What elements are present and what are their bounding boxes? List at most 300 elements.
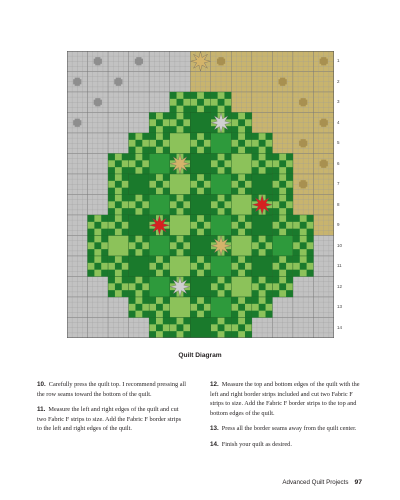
checker-square bbox=[211, 154, 218, 161]
checker-square bbox=[135, 242, 142, 249]
checker-square bbox=[238, 119, 245, 126]
checker-square bbox=[259, 160, 266, 167]
step-number: 13. bbox=[210, 425, 219, 432]
checker-square bbox=[142, 167, 149, 174]
solid-tree-block bbox=[211, 297, 232, 318]
checker-square bbox=[101, 236, 108, 243]
step-11 bbox=[37, 405, 187, 434]
checker-square bbox=[177, 324, 184, 331]
checker-square bbox=[190, 92, 197, 99]
checker-square bbox=[163, 147, 170, 154]
checker-square bbox=[149, 270, 156, 277]
checker-square bbox=[149, 311, 156, 318]
checker-square bbox=[88, 249, 95, 256]
checker-square bbox=[231, 311, 238, 318]
checker-square bbox=[163, 256, 170, 263]
step-text: Finish your quilt as desired. bbox=[221, 440, 292, 448]
checker-square bbox=[293, 215, 300, 222]
checker-square bbox=[286, 208, 293, 215]
checker-square bbox=[108, 188, 115, 195]
checker-square bbox=[129, 154, 136, 161]
checker-square bbox=[272, 215, 279, 222]
checker-square bbox=[108, 195, 115, 202]
checker-square bbox=[266, 297, 273, 304]
checker-square bbox=[231, 256, 238, 263]
checker-square bbox=[272, 256, 279, 263]
checker-square bbox=[88, 270, 95, 277]
checker-square bbox=[245, 318, 252, 325]
solid-tree-block bbox=[190, 113, 211, 134]
checker-square bbox=[259, 140, 266, 147]
checker-square bbox=[245, 270, 252, 277]
checker-square bbox=[238, 324, 245, 331]
solid-tree-block bbox=[129, 256, 150, 277]
row-number: 7 bbox=[337, 181, 340, 187]
checker-square bbox=[224, 277, 231, 284]
checker-square bbox=[272, 188, 279, 195]
checker-square bbox=[115, 222, 122, 229]
checker-square bbox=[163, 297, 170, 304]
checker-square bbox=[122, 256, 129, 263]
checker-square bbox=[183, 318, 190, 325]
checker-square bbox=[245, 133, 252, 140]
checker-square bbox=[163, 126, 170, 133]
background-cross-mark bbox=[73, 79, 81, 84]
step-text: Carefully press the quilt top. I recommend pressing all the row seams toward the bottom of the quilt. bbox=[37, 381, 187, 398]
checker-square bbox=[190, 215, 197, 222]
checker-square bbox=[245, 113, 252, 120]
checker-square bbox=[108, 208, 115, 215]
checker-square bbox=[231, 270, 238, 277]
checker-square bbox=[224, 208, 231, 215]
background-cross-mark bbox=[94, 59, 102, 64]
checker-square bbox=[252, 297, 259, 304]
silver-star-icon-shape bbox=[170, 277, 190, 297]
solid-tree-block bbox=[252, 215, 273, 236]
red-star-icon bbox=[252, 195, 272, 215]
checker-square bbox=[94, 263, 101, 270]
checker-square bbox=[272, 290, 279, 297]
checker-square bbox=[129, 195, 136, 202]
checker-square bbox=[149, 174, 156, 181]
checker-square bbox=[108, 277, 115, 284]
red-star-icon-shape bbox=[252, 195, 272, 215]
checker-square bbox=[286, 154, 293, 161]
silver-star-icon bbox=[170, 277, 190, 297]
checker-square bbox=[286, 188, 293, 195]
checker-square bbox=[272, 154, 279, 161]
footer-title: Advanced Quilt Projects bbox=[282, 479, 349, 486]
checker-square bbox=[197, 304, 204, 311]
checker-square bbox=[122, 290, 129, 297]
step-14 bbox=[210, 440, 360, 450]
checker-square bbox=[122, 188, 129, 195]
checker-square bbox=[163, 188, 170, 195]
checker-square bbox=[259, 304, 266, 311]
checker-square bbox=[307, 270, 314, 277]
checker-square bbox=[101, 229, 108, 236]
background-cross-mark bbox=[94, 100, 102, 105]
checker-square bbox=[231, 215, 238, 222]
checker-square bbox=[307, 256, 314, 263]
silver-star-icon bbox=[211, 113, 231, 133]
checker-square bbox=[115, 283, 122, 290]
checker-square bbox=[286, 215, 293, 222]
checker-square bbox=[190, 133, 197, 140]
checker-square bbox=[204, 215, 211, 222]
background-cross-mark bbox=[299, 100, 307, 105]
solid-tree-block bbox=[190, 154, 211, 175]
checker-square bbox=[170, 249, 177, 256]
quilt-diagram bbox=[67, 51, 334, 338]
checker-square bbox=[149, 331, 156, 338]
checker-square bbox=[224, 331, 231, 338]
checker-square bbox=[177, 99, 184, 106]
solid-tree-block bbox=[190, 236, 211, 257]
checker-square bbox=[252, 249, 259, 256]
checker-square bbox=[204, 229, 211, 236]
checker-square bbox=[307, 229, 314, 236]
checker-square bbox=[108, 256, 115, 263]
checker-square bbox=[183, 331, 190, 338]
checker-square bbox=[122, 174, 129, 181]
checker-square bbox=[170, 208, 177, 215]
checker-square bbox=[142, 208, 149, 215]
checker-square bbox=[129, 208, 136, 215]
solid-tree-block bbox=[211, 215, 232, 236]
checker-square bbox=[245, 126, 252, 133]
solid-tree-block bbox=[190, 195, 211, 216]
checker-square bbox=[252, 311, 259, 318]
checker-square bbox=[238, 222, 245, 229]
checker-square bbox=[163, 113, 170, 120]
checker-square bbox=[231, 126, 238, 133]
red-star-icon-shape bbox=[150, 215, 170, 235]
checker-square bbox=[149, 188, 156, 195]
row-number: 13 bbox=[337, 304, 343, 310]
solid-tree-block bbox=[190, 318, 211, 339]
gold-star-icon bbox=[211, 236, 231, 256]
checker-square bbox=[224, 195, 231, 202]
row-number: 4 bbox=[337, 119, 340, 125]
checker-square bbox=[272, 174, 279, 181]
checker-square bbox=[129, 297, 136, 304]
checker-square bbox=[238, 304, 245, 311]
checker-square bbox=[279, 222, 286, 229]
checker-square bbox=[211, 277, 218, 284]
checker-square bbox=[266, 147, 273, 154]
checker-square bbox=[231, 188, 238, 195]
checker-square bbox=[231, 229, 238, 236]
checker-square bbox=[204, 133, 211, 140]
checker-square bbox=[115, 181, 122, 188]
checker-square bbox=[149, 133, 156, 140]
checker-square bbox=[252, 277, 259, 284]
checker-square bbox=[224, 318, 231, 325]
solid-tree-block bbox=[170, 256, 191, 277]
step-10 bbox=[37, 380, 187, 399]
checker-square bbox=[135, 160, 142, 167]
background-cross-mark bbox=[135, 59, 143, 64]
background-cross-mark bbox=[114, 79, 122, 84]
step-number: 12. bbox=[210, 381, 219, 388]
solid-tree-block bbox=[231, 154, 252, 175]
checker-square bbox=[183, 126, 190, 133]
checker-square bbox=[170, 195, 177, 202]
checker-square bbox=[177, 201, 184, 208]
checker-square bbox=[163, 270, 170, 277]
checker-square bbox=[108, 174, 115, 181]
row-number: 2 bbox=[337, 78, 340, 84]
checker-square bbox=[293, 249, 300, 256]
checker-square bbox=[163, 331, 170, 338]
checker-square bbox=[135, 304, 142, 311]
checker-square bbox=[252, 167, 259, 174]
checker-square bbox=[245, 174, 252, 181]
checker-square bbox=[231, 318, 238, 325]
page-footer bbox=[282, 479, 362, 486]
checker-square bbox=[224, 290, 231, 297]
checker-square bbox=[122, 277, 129, 284]
checker-square bbox=[129, 147, 136, 154]
checker-square bbox=[101, 270, 108, 277]
row-number: 5 bbox=[337, 140, 340, 146]
solid-tree-block bbox=[231, 277, 252, 298]
checker-square bbox=[129, 167, 136, 174]
checker-square bbox=[252, 154, 259, 161]
checker-square bbox=[211, 331, 218, 338]
row-number: 12 bbox=[337, 283, 343, 289]
checker-square bbox=[142, 290, 149, 297]
checker-square bbox=[238, 140, 245, 147]
step-text: Measure the top and bottom edges of the quilt with the left and right border strips included and cut two Fabric F strips to size. Add the Fabric F border strips to the top and bottom edges of the quilt. bbox=[210, 381, 360, 417]
checker-square bbox=[204, 174, 211, 181]
checker-square bbox=[204, 92, 211, 99]
checker-square bbox=[238, 181, 245, 188]
step-text: Press all the border seams away from the quilt center. bbox=[221, 425, 357, 432]
checker-square bbox=[218, 324, 225, 331]
checker-square bbox=[88, 236, 95, 243]
checker-square bbox=[170, 92, 177, 99]
solid-tree-block bbox=[211, 256, 232, 277]
checker-square bbox=[272, 277, 279, 284]
solid-tree-block bbox=[129, 215, 150, 236]
solid-tree-block bbox=[231, 195, 252, 216]
checker-square bbox=[293, 229, 300, 236]
checker-square bbox=[156, 119, 163, 126]
checker-square bbox=[122, 270, 129, 277]
checker-square bbox=[149, 256, 156, 263]
gold-star-icon-shape bbox=[170, 154, 190, 174]
solid-tree-block bbox=[170, 133, 191, 154]
checker-square bbox=[183, 92, 190, 99]
checker-square bbox=[211, 290, 218, 297]
checker-square bbox=[88, 229, 95, 236]
checker-square bbox=[259, 242, 266, 249]
checker-square bbox=[177, 119, 184, 126]
solid-tree-block bbox=[108, 236, 129, 257]
checker-square bbox=[163, 174, 170, 181]
background-cross-mark bbox=[320, 120, 328, 125]
checker-square bbox=[293, 236, 300, 243]
row-number: 10 bbox=[337, 242, 343, 248]
checker-square bbox=[170, 236, 177, 243]
step-number: 10. bbox=[37, 381, 46, 388]
checker-square bbox=[307, 215, 314, 222]
checker-square bbox=[101, 249, 108, 256]
checker-square bbox=[170, 113, 177, 120]
checker-square bbox=[190, 311, 197, 318]
checker-square bbox=[231, 331, 238, 338]
checker-square bbox=[279, 160, 286, 167]
checker-square bbox=[142, 277, 149, 284]
quilt-diagram-svg bbox=[67, 51, 334, 338]
checker-square bbox=[94, 222, 101, 229]
checker-square bbox=[149, 113, 156, 120]
step-number: 11. bbox=[37, 406, 46, 413]
checker-square bbox=[218, 201, 225, 208]
checker-square bbox=[108, 215, 115, 222]
checker-square bbox=[197, 99, 204, 106]
solid-tree-block bbox=[272, 236, 293, 257]
checker-square bbox=[108, 154, 115, 161]
gold-star-icon-shape bbox=[211, 236, 231, 256]
checker-square bbox=[204, 106, 211, 113]
checker-square bbox=[135, 140, 142, 147]
checker-square bbox=[170, 106, 177, 113]
checker-square bbox=[204, 147, 211, 154]
step-text: Measure the left and right edges of the quilt and cut two Fabric F strips to size. Add the Fabric F border strips to the left and right edges of the quilt. bbox=[37, 406, 182, 432]
checker-square bbox=[272, 195, 279, 202]
checker-square bbox=[142, 297, 149, 304]
solid-tree-block bbox=[252, 174, 273, 195]
checker-square bbox=[115, 201, 122, 208]
checker-square bbox=[170, 331, 177, 338]
checker-square bbox=[108, 270, 115, 277]
checker-square bbox=[142, 311, 149, 318]
checker-square bbox=[211, 195, 218, 202]
checker-square bbox=[149, 318, 156, 325]
checker-square bbox=[286, 167, 293, 174]
checker-square bbox=[300, 222, 307, 229]
checker-square bbox=[245, 256, 252, 263]
checker-square bbox=[286, 195, 293, 202]
checker-square bbox=[149, 126, 156, 133]
checker-square bbox=[238, 263, 245, 270]
checker-square bbox=[170, 318, 177, 325]
checker-square bbox=[163, 318, 170, 325]
checker-square bbox=[224, 92, 231, 99]
solid-tree-block bbox=[170, 174, 191, 195]
checker-square bbox=[190, 297, 197, 304]
checker-square bbox=[286, 277, 293, 284]
checker-square bbox=[197, 263, 204, 270]
solid-tree-block bbox=[211, 133, 232, 154]
instructions-right-column bbox=[210, 380, 360, 455]
background-cross-mark bbox=[320, 59, 328, 64]
solid-tree-block bbox=[170, 297, 191, 318]
checker-square bbox=[231, 147, 238, 154]
solid-tree-block bbox=[149, 195, 170, 216]
checker-square bbox=[142, 147, 149, 154]
row-number: 6 bbox=[337, 160, 340, 166]
checker-square bbox=[204, 188, 211, 195]
checker-square bbox=[245, 331, 252, 338]
checker-square bbox=[122, 154, 129, 161]
checker-square bbox=[88, 256, 95, 263]
checker-square bbox=[218, 283, 225, 290]
checker-square bbox=[245, 311, 252, 318]
checker-square bbox=[266, 133, 273, 140]
checker-square bbox=[211, 92, 218, 99]
checker-square bbox=[122, 195, 129, 202]
checker-square bbox=[211, 318, 218, 325]
checker-square bbox=[122, 229, 129, 236]
solid-tree-block bbox=[211, 174, 232, 195]
checker-square bbox=[286, 290, 293, 297]
checker-square bbox=[190, 229, 197, 236]
checker-square bbox=[163, 311, 170, 318]
checker-square bbox=[286, 270, 293, 277]
checker-square bbox=[88, 215, 95, 222]
checker-square bbox=[266, 311, 273, 318]
checker-square bbox=[183, 195, 190, 202]
solid-tree-block bbox=[231, 236, 252, 257]
checker-square bbox=[183, 236, 190, 243]
checker-square bbox=[129, 249, 136, 256]
background-cross-mark bbox=[299, 141, 307, 146]
checker-square bbox=[129, 311, 136, 318]
checker-square bbox=[231, 113, 238, 120]
checker-square bbox=[245, 188, 252, 195]
solid-tree-block bbox=[190, 277, 211, 298]
row-number: 8 bbox=[337, 201, 340, 207]
checker-square bbox=[279, 201, 286, 208]
checker-square bbox=[177, 242, 184, 249]
checker-square bbox=[190, 174, 197, 181]
checker-square bbox=[142, 154, 149, 161]
checker-square bbox=[272, 229, 279, 236]
solid-tree-block bbox=[252, 256, 273, 277]
checker-square bbox=[190, 256, 197, 263]
checker-square bbox=[252, 236, 259, 243]
gold-star-icon bbox=[191, 51, 211, 71]
checker-square bbox=[279, 263, 286, 270]
checker-square bbox=[108, 290, 115, 297]
silver-star-icon-shape bbox=[211, 113, 231, 133]
checker-square bbox=[94, 242, 101, 249]
checker-square bbox=[211, 208, 218, 215]
checker-square bbox=[272, 270, 279, 277]
red-star-icon bbox=[150, 215, 170, 235]
checker-square bbox=[218, 99, 225, 106]
gold-star-icon-shape bbox=[191, 51, 211, 71]
checker-square bbox=[204, 270, 211, 277]
checker-square bbox=[170, 126, 177, 133]
checker-square bbox=[129, 236, 136, 243]
checker-square bbox=[286, 229, 293, 236]
checker-square bbox=[245, 229, 252, 236]
checker-square bbox=[142, 195, 149, 202]
checker-square bbox=[190, 188, 197, 195]
checker-square bbox=[204, 256, 211, 263]
checker-square bbox=[266, 290, 273, 297]
instructions-left-column bbox=[37, 380, 187, 440]
checker-square bbox=[149, 297, 156, 304]
checker-square bbox=[266, 277, 273, 284]
checker-square bbox=[245, 215, 252, 222]
checker-square bbox=[115, 263, 122, 270]
